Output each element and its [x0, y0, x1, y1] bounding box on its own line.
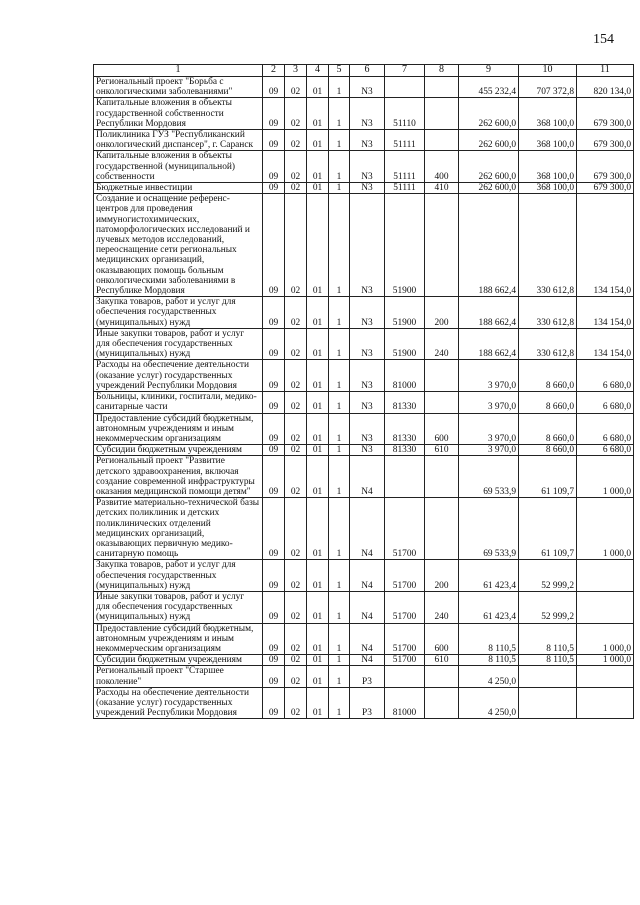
code-cell [425, 687, 459, 719]
row-name-cell: Поликлиника ГУЗ "Республиканский онкологический диспансер", г. Саранск [94, 130, 263, 151]
code-cell: 01 [307, 392, 329, 413]
code-cell: 1 [329, 183, 350, 194]
code-cell [425, 194, 459, 297]
code-cell: 200 [425, 297, 459, 329]
code-cell [425, 666, 459, 687]
code-cell: 09 [263, 413, 285, 445]
code-cell: 51700 [385, 655, 425, 666]
code-cell: 1 [329, 560, 350, 592]
code-cell [425, 77, 459, 98]
code-cell: 240 [425, 591, 459, 623]
amount-cell: 61 109,7 [519, 456, 577, 498]
row-name-cell: Развитие материально-технической базы детских поликлиник и детских поликлинических отделений медицинских организаций, оказывающих первичную медико-санитарную помощь [94, 498, 263, 560]
code-cell: N3 [350, 183, 385, 194]
amount-cell: 8 110,5 [459, 623, 519, 655]
code-cell: 610 [425, 655, 459, 666]
code-cell: 02 [285, 183, 307, 194]
amount-cell: 52 999,2 [519, 591, 577, 623]
table-row [94, 666, 634, 687]
code-cell: 01 [307, 591, 329, 623]
amount-cell [577, 560, 634, 592]
code-cell: P3 [350, 687, 385, 719]
row-name-cell: Создание и оснащение референс-центров для проведения иммуногистохимических, патоморфологических исследований и лучевых методов исследований, переоснащение сети региональных медицинских организаций, оказывающих помощь больным онкологическими заболеваниями в Республике Мордовия [94, 194, 263, 297]
code-cell: N3 [350, 130, 385, 151]
code-cell: N3 [350, 392, 385, 413]
code-cell: 1 [329, 194, 350, 297]
code-cell: 09 [263, 560, 285, 592]
code-cell: 09 [263, 655, 285, 666]
code-cell: 1 [329, 130, 350, 151]
code-cell: 51900 [385, 194, 425, 297]
code-cell: 410 [425, 183, 459, 194]
row-name-cell: Предоставление субсидий бюджетным, автономным учреждениям и иным некоммерческим организациям [94, 413, 263, 445]
row-name-cell: Бюджетные инвестиции [94, 183, 263, 194]
code-cell: N3 [350, 77, 385, 98]
amount-cell: 134 154,0 [577, 194, 634, 297]
code-cell: 02 [285, 392, 307, 413]
code-cell: N3 [350, 413, 385, 445]
row-name-cell: Расходы на обеспечение деятельности (оказание услуг) государственных учреждений Республики Мордовия [94, 360, 263, 392]
table-row [94, 151, 634, 183]
code-cell: 51111 [385, 130, 425, 151]
row-name-cell: Субсидии бюджетным учреждениям [94, 445, 263, 456]
code-cell: 1 [329, 360, 350, 392]
table-row [94, 392, 634, 413]
code-cell: 02 [285, 151, 307, 183]
row-name-cell: Иные закупки товаров, работ и услуг для обеспечения государственных (муниципальных) нужд [94, 328, 263, 360]
code-cell: 1 [329, 328, 350, 360]
code-cell [425, 98, 459, 130]
amount-cell: 52 999,2 [519, 560, 577, 592]
code-cell: 1 [329, 98, 350, 130]
amount-cell: 679 300,0 [577, 151, 634, 183]
amount-cell: 8 110,5 [519, 623, 577, 655]
amount-cell: 8 660,0 [519, 360, 577, 392]
amount-cell: 820 134,0 [577, 77, 634, 98]
code-cell: 1 [329, 498, 350, 560]
code-cell: N3 [350, 297, 385, 329]
row-name-cell: Закупка товаров, работ и услуг для обеспечения государственных (муниципальных) нужд [94, 560, 263, 592]
code-cell: 09 [263, 623, 285, 655]
row-name-cell: Капитальные вложения в объекты государственной (муниципальной) собственности [94, 151, 263, 183]
table-row [94, 130, 634, 151]
table-row [94, 623, 634, 655]
amount-cell: 3 970,0 [459, 445, 519, 456]
code-cell: 02 [285, 194, 307, 297]
code-cell: 81000 [385, 687, 425, 719]
amount-cell: 4 250,0 [459, 687, 519, 719]
code-cell: 02 [285, 130, 307, 151]
code-cell: 51700 [385, 591, 425, 623]
amount-cell: 4 250,0 [459, 666, 519, 687]
amount-cell: 6 680,0 [577, 445, 634, 456]
code-cell: N4 [350, 456, 385, 498]
code-cell: 01 [307, 297, 329, 329]
column-header: 2 [263, 65, 285, 77]
amount-cell: 69 533,9 [459, 498, 519, 560]
amount-cell: 330 612,8 [519, 194, 577, 297]
column-header: 3 [285, 65, 307, 77]
code-cell: 240 [425, 328, 459, 360]
code-cell: N3 [350, 360, 385, 392]
code-cell: 02 [285, 445, 307, 456]
code-cell: 02 [285, 328, 307, 360]
code-cell: 02 [285, 297, 307, 329]
row-name-cell: Больницы, клиники, госпитали, медико-санитарные части [94, 392, 263, 413]
amount-cell: 262 600,0 [459, 130, 519, 151]
code-cell: 09 [263, 445, 285, 456]
code-cell: 02 [285, 560, 307, 592]
table-row [94, 194, 634, 297]
code-cell: 400 [425, 151, 459, 183]
amount-cell: 368 100,0 [519, 151, 577, 183]
amount-cell: 61 423,4 [459, 560, 519, 592]
code-cell: 09 [263, 130, 285, 151]
code-cell [425, 456, 459, 498]
code-cell: 02 [285, 413, 307, 445]
code-cell: N3 [350, 151, 385, 183]
amount-cell: 368 100,0 [519, 98, 577, 130]
amount-cell: 6 680,0 [577, 413, 634, 445]
row-name-cell: Региональный проект "Борьба с онкологическими заболеваниями" [94, 77, 263, 98]
code-cell [385, 666, 425, 687]
column-header: 7 [385, 65, 425, 77]
table-row [94, 655, 634, 666]
code-cell: 09 [263, 151, 285, 183]
code-cell: 09 [263, 360, 285, 392]
table-row [94, 183, 634, 194]
amount-cell [519, 687, 577, 719]
code-cell: N4 [350, 560, 385, 592]
code-cell: 01 [307, 456, 329, 498]
amount-cell: 1 000,0 [577, 623, 634, 655]
code-cell [425, 498, 459, 560]
code-cell: 1 [329, 445, 350, 456]
code-cell: 02 [285, 98, 307, 130]
table-row [94, 591, 634, 623]
amount-cell: 188 662,4 [459, 297, 519, 329]
table-row [94, 297, 634, 329]
row-name-cell: Субсидии бюджетным учреждениям [94, 655, 263, 666]
code-cell: 09 [263, 498, 285, 560]
table-row [94, 498, 634, 560]
code-cell: 02 [285, 666, 307, 687]
code-cell: 09 [263, 687, 285, 719]
code-cell: 01 [307, 655, 329, 666]
code-cell: 81330 [385, 392, 425, 413]
code-cell: 02 [285, 591, 307, 623]
code-cell: N3 [350, 445, 385, 456]
code-cell: 09 [263, 456, 285, 498]
code-cell: 01 [307, 151, 329, 183]
amount-cell: 707 372,8 [519, 77, 577, 98]
amount-cell: 8 660,0 [519, 413, 577, 445]
amount-cell: 1 000,0 [577, 498, 634, 560]
amount-cell: 1 000,0 [577, 655, 634, 666]
amount-cell [577, 591, 634, 623]
amount-cell [577, 666, 634, 687]
amount-cell: 262 600,0 [459, 151, 519, 183]
amount-cell: 3 970,0 [459, 392, 519, 413]
code-cell: 01 [307, 560, 329, 592]
code-cell: 01 [307, 328, 329, 360]
amount-cell: 368 100,0 [519, 183, 577, 194]
code-cell: 51900 [385, 328, 425, 360]
code-cell: 02 [285, 655, 307, 666]
code-cell: 09 [263, 98, 285, 130]
code-cell: 01 [307, 194, 329, 297]
code-cell: 01 [307, 445, 329, 456]
code-cell: 01 [307, 687, 329, 719]
amount-cell: 69 533,9 [459, 456, 519, 498]
column-header: 8 [425, 65, 459, 77]
column-header: 4 [307, 65, 329, 77]
code-cell: 01 [307, 130, 329, 151]
table-row [94, 445, 634, 456]
amount-cell: 679 300,0 [577, 130, 634, 151]
code-cell: 81330 [385, 413, 425, 445]
code-cell: 1 [329, 666, 350, 687]
amount-cell: 61 109,7 [519, 498, 577, 560]
code-cell: 02 [285, 623, 307, 655]
amount-cell: 262 600,0 [459, 183, 519, 194]
code-cell: 01 [307, 183, 329, 194]
amount-cell: 330 612,8 [519, 297, 577, 329]
code-cell: 51111 [385, 151, 425, 183]
table-row [94, 77, 634, 98]
code-cell: 81330 [385, 445, 425, 456]
code-cell: 1 [329, 687, 350, 719]
code-cell [425, 130, 459, 151]
amount-cell: 679 300,0 [577, 183, 634, 194]
column-header: 10 [519, 65, 577, 77]
code-cell: 1 [329, 655, 350, 666]
code-cell: N4 [350, 623, 385, 655]
table-row [94, 560, 634, 592]
row-name-cell: Региональный проект "Развитие детского здравоохранения, включая создание современной инфраструктуры оказания медицинской помощи детям" [94, 456, 263, 498]
code-cell: 1 [329, 456, 350, 498]
column-header: 9 [459, 65, 519, 77]
amount-cell: 61 423,4 [459, 591, 519, 623]
code-cell: 09 [263, 77, 285, 98]
code-cell [385, 456, 425, 498]
amount-cell: 8 110,5 [459, 655, 519, 666]
row-name-cell: Иные закупки товаров, работ и услуг для обеспечения государственных (муниципальных) нужд [94, 591, 263, 623]
code-cell: 01 [307, 360, 329, 392]
code-cell: N4 [350, 498, 385, 560]
code-cell: 01 [307, 413, 329, 445]
code-cell: 600 [425, 623, 459, 655]
code-cell: 01 [307, 623, 329, 655]
code-cell [385, 77, 425, 98]
table-header-row [94, 65, 634, 77]
amount-cell: 330 612,8 [519, 328, 577, 360]
amount-cell [577, 687, 634, 719]
code-cell: 51900 [385, 297, 425, 329]
table-row [94, 413, 634, 445]
page-number: 154 [593, 32, 614, 47]
code-cell: 1 [329, 591, 350, 623]
code-cell: 02 [285, 77, 307, 98]
amount-cell: 679 300,0 [577, 98, 634, 130]
code-cell: 09 [263, 183, 285, 194]
code-cell: 09 [263, 328, 285, 360]
amount-cell: 3 970,0 [459, 360, 519, 392]
amount-cell: 262 600,0 [459, 98, 519, 130]
amount-cell: 134 154,0 [577, 328, 634, 360]
row-name-cell: Закупка товаров, работ и услуг для обеспечения государственных (муниципальных) нужд [94, 297, 263, 329]
code-cell: 09 [263, 297, 285, 329]
amount-cell: 455 232,4 [459, 77, 519, 98]
code-cell: 02 [285, 456, 307, 498]
amount-cell: 188 662,4 [459, 328, 519, 360]
column-header: 11 [577, 65, 634, 77]
code-cell: 02 [285, 687, 307, 719]
code-cell: 1 [329, 392, 350, 413]
code-cell: N4 [350, 655, 385, 666]
code-cell: P3 [350, 666, 385, 687]
code-cell: 1 [329, 77, 350, 98]
code-cell: 1 [329, 413, 350, 445]
code-cell: 09 [263, 392, 285, 413]
amount-cell: 8 660,0 [519, 392, 577, 413]
code-cell: 51111 [385, 183, 425, 194]
amount-cell: 6 680,0 [577, 392, 634, 413]
code-cell: 51700 [385, 560, 425, 592]
code-cell: 01 [307, 98, 329, 130]
row-name-cell: Расходы на обеспечение деятельности (оказание услуг) государственных учреждений Республики Мордовия [94, 687, 263, 719]
table-row [94, 687, 634, 719]
table-row [94, 360, 634, 392]
amount-cell: 3 970,0 [459, 413, 519, 445]
code-cell: 51700 [385, 623, 425, 655]
code-cell: 01 [307, 666, 329, 687]
amount-cell: 1 000,0 [577, 456, 634, 498]
code-cell: 09 [263, 666, 285, 687]
column-header: 1 [94, 65, 263, 77]
row-name-cell: Капитальные вложения в объекты государственной собственности Республики Мордовия [94, 98, 263, 130]
code-cell: 51110 [385, 98, 425, 130]
table-row [94, 456, 634, 498]
code-cell [425, 392, 459, 413]
code-cell: 1 [329, 623, 350, 655]
code-cell: 51700 [385, 498, 425, 560]
amount-cell [519, 666, 577, 687]
code-cell: 610 [425, 445, 459, 456]
table-row [94, 328, 634, 360]
row-name-cell: Региональный проект "Старшее поколение" [94, 666, 263, 687]
code-cell: 02 [285, 360, 307, 392]
code-cell: 01 [307, 77, 329, 98]
code-cell: N3 [350, 194, 385, 297]
code-cell: 01 [307, 498, 329, 560]
column-header: 5 [329, 65, 350, 77]
code-cell: 600 [425, 413, 459, 445]
code-cell: N4 [350, 591, 385, 623]
amount-cell: 368 100,0 [519, 130, 577, 151]
budget-table [93, 64, 634, 719]
row-name-cell: Предоставление субсидий бюджетным, автономным учреждениям и иным некоммерческим организациям [94, 623, 263, 655]
code-cell [425, 360, 459, 392]
code-cell: 1 [329, 297, 350, 329]
column-header: 6 [350, 65, 385, 77]
amount-cell: 8 660,0 [519, 445, 577, 456]
code-cell: 09 [263, 194, 285, 297]
amount-cell: 188 662,4 [459, 194, 519, 297]
code-cell: N3 [350, 98, 385, 130]
table-row [94, 98, 634, 130]
code-cell: 09 [263, 591, 285, 623]
amount-cell: 6 680,0 [577, 360, 634, 392]
code-cell: N3 [350, 328, 385, 360]
code-cell: 81000 [385, 360, 425, 392]
code-cell: 200 [425, 560, 459, 592]
code-cell: 1 [329, 151, 350, 183]
code-cell: 02 [285, 498, 307, 560]
amount-cell: 8 110,5 [519, 655, 577, 666]
amount-cell: 134 154,0 [577, 297, 634, 329]
